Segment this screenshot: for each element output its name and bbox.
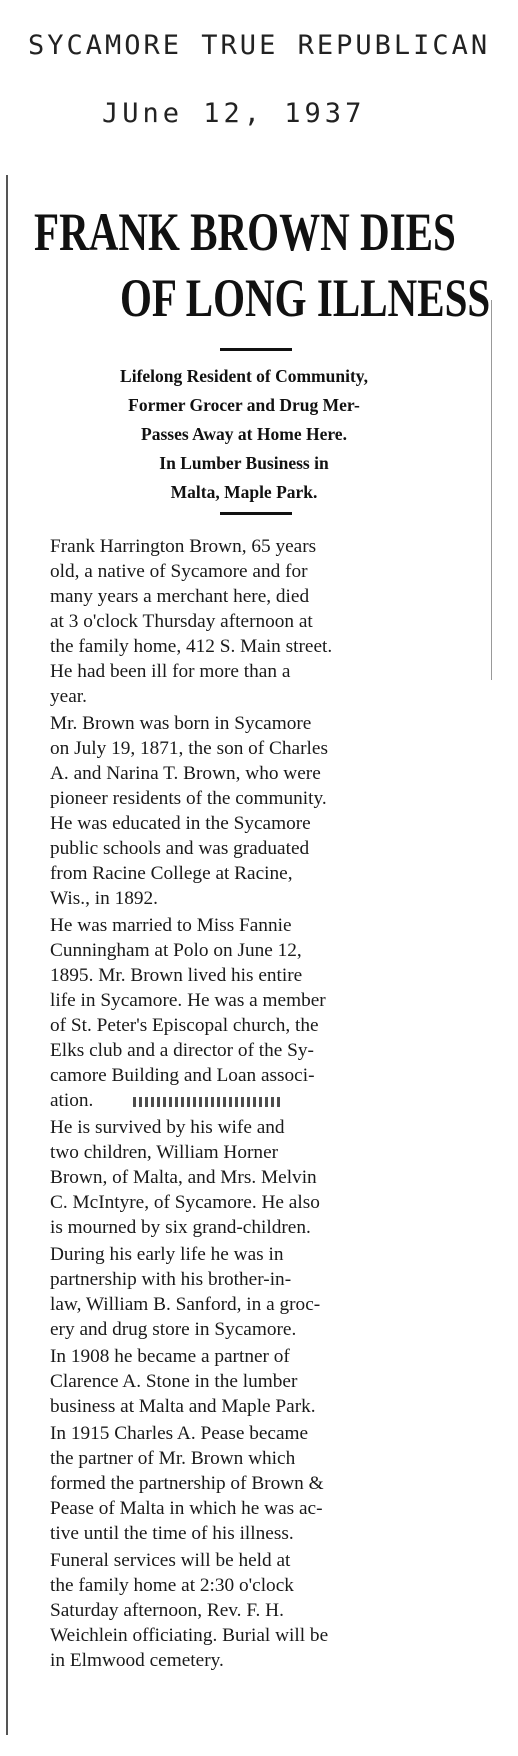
text-line: Wis., in 1892. xyxy=(50,888,158,909)
text-line: Cunningham at Polo on June 12, xyxy=(50,940,302,961)
text-line: pioneer residents of the community. xyxy=(50,788,327,809)
text-line: of St. Peter's Episcopal church, the xyxy=(50,1015,319,1036)
text-line: public schools and was graduated xyxy=(50,838,310,859)
headline-line-2: OF LONG ILLNESS xyxy=(120,268,491,328)
text-line: year. xyxy=(50,686,87,707)
text-line: 1895. Mr. Brown lived his entire xyxy=(50,965,303,986)
text-line: In 1915 Charles A. Pease became xyxy=(50,1423,309,1444)
text-line: In 1908 he became a partner of xyxy=(50,1346,290,1367)
text-line: Frank Harrington Brown, 65 years xyxy=(50,536,317,557)
paragraph-marriage xyxy=(34,913,464,1113)
deck-line: Malta, Maple Park. xyxy=(170,482,318,502)
text-fragment: ation. xyxy=(50,1090,94,1111)
text-line: tive until the time of his illness. xyxy=(50,1523,294,1544)
text-line: from Racine College at Racine, xyxy=(50,863,293,884)
text-line: ery and drug store in Sycamore. xyxy=(50,1319,297,1340)
text-line: He is survived by his wife and xyxy=(50,1117,285,1138)
text-line: life in Sycamore. He was a member xyxy=(50,990,326,1011)
text-line: He was married to Miss Fannie xyxy=(50,915,292,936)
newspaper-name: SYCAMORE TRUE REPUBLICAN xyxy=(28,30,491,61)
text-line: the family home, 412 S. Main street. xyxy=(50,636,333,657)
text-line: Weichlein officiating. Burial will be xyxy=(50,1625,329,1646)
text-line: at 3 o'clock Thursday afternoon at xyxy=(50,611,313,632)
article-body xyxy=(34,534,464,1675)
text-line: Clarence A. Stone in the lumber xyxy=(50,1371,298,1392)
text-line: A. and Narina T. Brown, who were xyxy=(50,763,321,784)
headline-line-1: FRANK BROWN DIES xyxy=(34,202,456,262)
text-line: He was educated in the Sycamore xyxy=(50,813,311,834)
paragraph-partnership xyxy=(34,1421,464,1546)
text-line: During his early life he was in xyxy=(50,1244,284,1265)
text-line: Elks club and a director of the Sy- xyxy=(50,1040,314,1061)
text-line: in Elmwood cemetery. xyxy=(50,1650,224,1671)
text-line: Brown, of Malta, and Mrs. Melvin xyxy=(50,1167,317,1188)
text-line: partnership with his brother-in- xyxy=(50,1269,292,1290)
text-line: C. McIntyre, of Sycamore. He also xyxy=(50,1192,320,1213)
text-line: the partner of Mr. Brown which xyxy=(50,1448,296,1469)
deck-line: Former Grocer and Drug Mer- xyxy=(128,395,360,415)
text-line: formed the partnership of Brown & xyxy=(50,1473,324,1494)
text-line: many years a merchant here, died xyxy=(50,586,310,607)
text-line-with-smudge xyxy=(34,1088,464,1113)
deck-line: In Lumber Business in xyxy=(159,453,329,473)
text-line: business at Malta and Maple Park. xyxy=(50,1396,316,1417)
deck-line: Lifelong Resident of Community, xyxy=(120,366,368,386)
paragraph-early-life xyxy=(34,1242,464,1342)
text-line: Funeral services will be held at xyxy=(50,1550,291,1571)
text-line: law, William B. Sanford, in a groc- xyxy=(50,1294,321,1315)
paragraph-funeral xyxy=(34,1548,464,1673)
deck-line: Passes Away at Home Here. xyxy=(141,424,347,444)
text-line: on July 19, 1871, the son of Charles xyxy=(50,738,328,759)
text-line: is mourned by six grand-children. xyxy=(50,1217,311,1238)
subheadline-deck xyxy=(26,362,462,507)
text-line: two children, William Horner xyxy=(50,1142,279,1163)
paragraph-lumber-business xyxy=(34,1344,464,1419)
print-smudge xyxy=(133,1097,283,1107)
paragraph-obituary-intro xyxy=(34,534,464,709)
text-line: He had been ill for more than a xyxy=(50,661,291,682)
text-line: Mr. Brown was born in Sycamore xyxy=(50,713,312,734)
text-line: the family home at 2:30 o'clock xyxy=(50,1575,294,1596)
column-edge-rule-right xyxy=(491,300,492,680)
headline-divider xyxy=(220,348,292,351)
publication-date: JUne 12, 1937 xyxy=(102,98,366,129)
text-line: camore Building and Loan associ- xyxy=(50,1065,315,1086)
column-edge-rule xyxy=(6,175,8,1735)
deck-divider xyxy=(220,512,292,515)
text-line: old, a native of Sycamore and for xyxy=(50,561,308,582)
text-line: Pease of Malta in which he was ac- xyxy=(50,1498,323,1519)
paragraph-birth-education xyxy=(34,711,464,911)
paragraph-survivors xyxy=(34,1115,464,1240)
text-line: Saturday afternoon, Rev. F. H. xyxy=(50,1600,284,1621)
